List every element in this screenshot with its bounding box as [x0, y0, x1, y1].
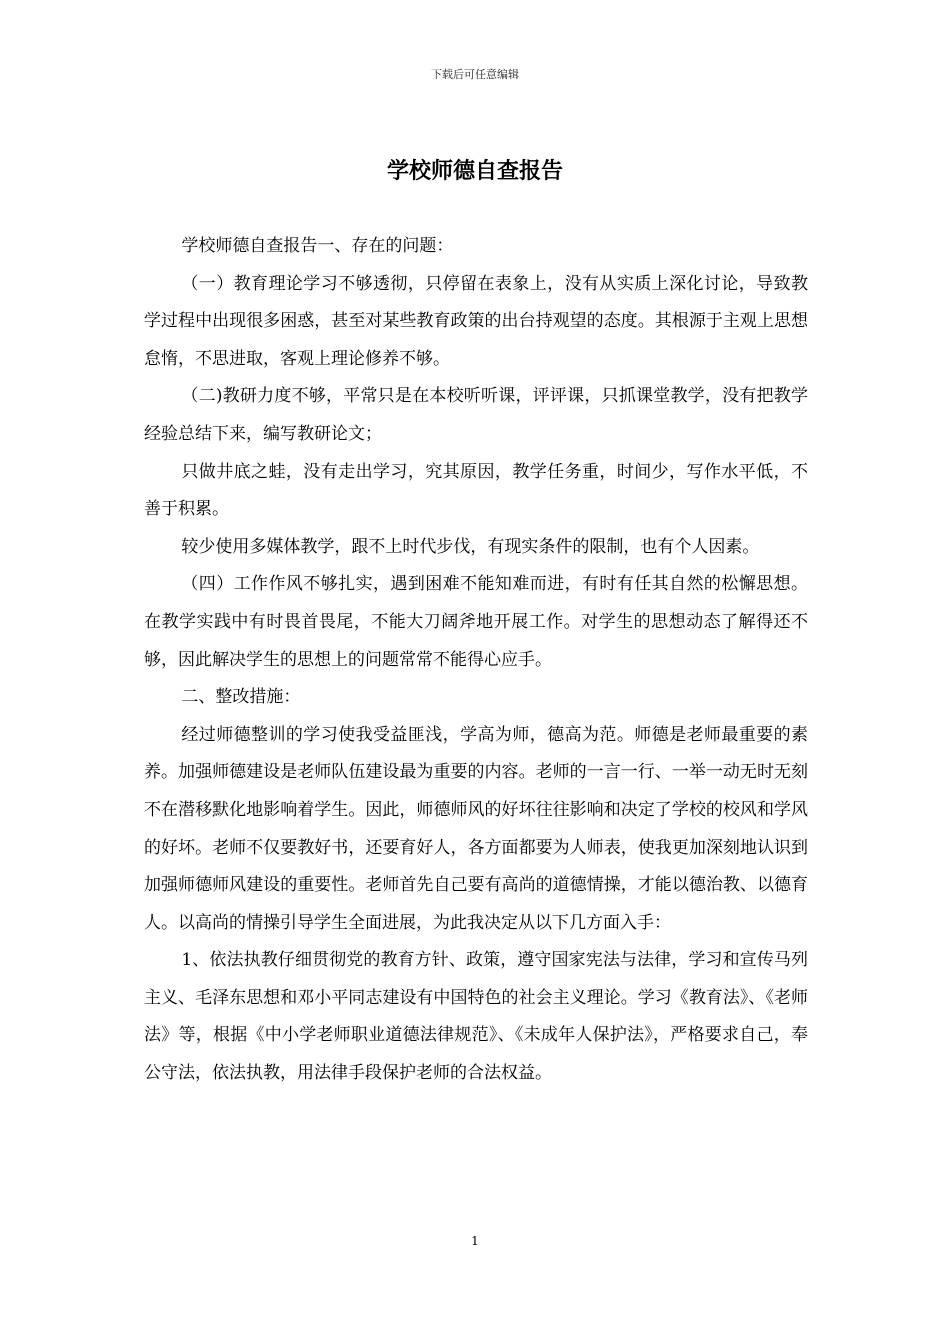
paragraph: 经过师德整训的学习使我受益匪浅，学高为师，德高为范。师德是老师最重要的素养。加强师德建设是老师队伍建设最为重要的内容。老师的一言一行、一举一动无时无刻不在潜移默化地影响着学生。因此，师德师风的好坏往往影响和决定了学校的校风和学风的好坏。老师不仅要教好书，还要育好人，各方面都要为人师表，使我更加深刻地认识到加强师德师风建设的重要性。老师首先自己要有高尚的道德情操，才能以德治教、以德育人。以高尚的情操引导学生全面进展，为此我决定从以下几方面入手： [144, 724, 808, 933]
paragraph: （一）教育理论学习不够透彻，只停留在表象上，没有从实质上深化讨论，导致教学过程中出现很多困惑，甚至对某些教育政策的出台持观望的态度。其根源于主观上思想怠惰，不思进取，客观上理论修养不够。 [144, 273, 808, 369]
document-body [144, 228, 808, 1093]
paragraph: 较少使用多媒体教学，跟不上时代步伐，有现实条件的限制，也有个人因素。 [181, 536, 760, 557]
page-number: 1 [471, 1234, 479, 1248]
paragraph: 二、整改措施： [181, 687, 301, 708]
page-title: 学校师德自查报告 [386, 158, 563, 184]
paragraph: 学校师德自查报告一、存在的问题： [181, 236, 454, 256]
paragraph: （四）工作作风不够扎实，遇到困难不能知难而进，有时有任其自然的松懈思想。在教学实践中有时畏首畏尾，不能大刀阔斧地开展工作。对学生的思想动态了解得还不够，因此解决学生的思想上的问题常常不能得心应手。 [144, 574, 808, 670]
header-note: 下载后可任意编辑 [431, 68, 519, 81]
paragraph: （二)教研力度不够，平常只是在本校听听课，评评课，只抓课堂教学，没有把教学经验总结下来，编写教研论文； [144, 386, 808, 444]
paragraph: 1、依法执教仔细贯彻党的教育方针、政策，遵守国家宪法与法律，学习和宣传马列主义、毛泽东思想和邓小平同志建设有中国特色的社会主义理论。学习《教育法》、《老师法》等，根据《中小学老师职业道德法律规范》、《未成年人保护法》，严格要求自己，奉公守法，依法执教，用法律手段保护老师的合法权益。 [144, 950, 808, 1084]
paragraph: 只做井底之蛙，没有走出学习，究其原因，教学任务重，时间少，写作水平低，不善于积累。 [144, 461, 808, 520]
